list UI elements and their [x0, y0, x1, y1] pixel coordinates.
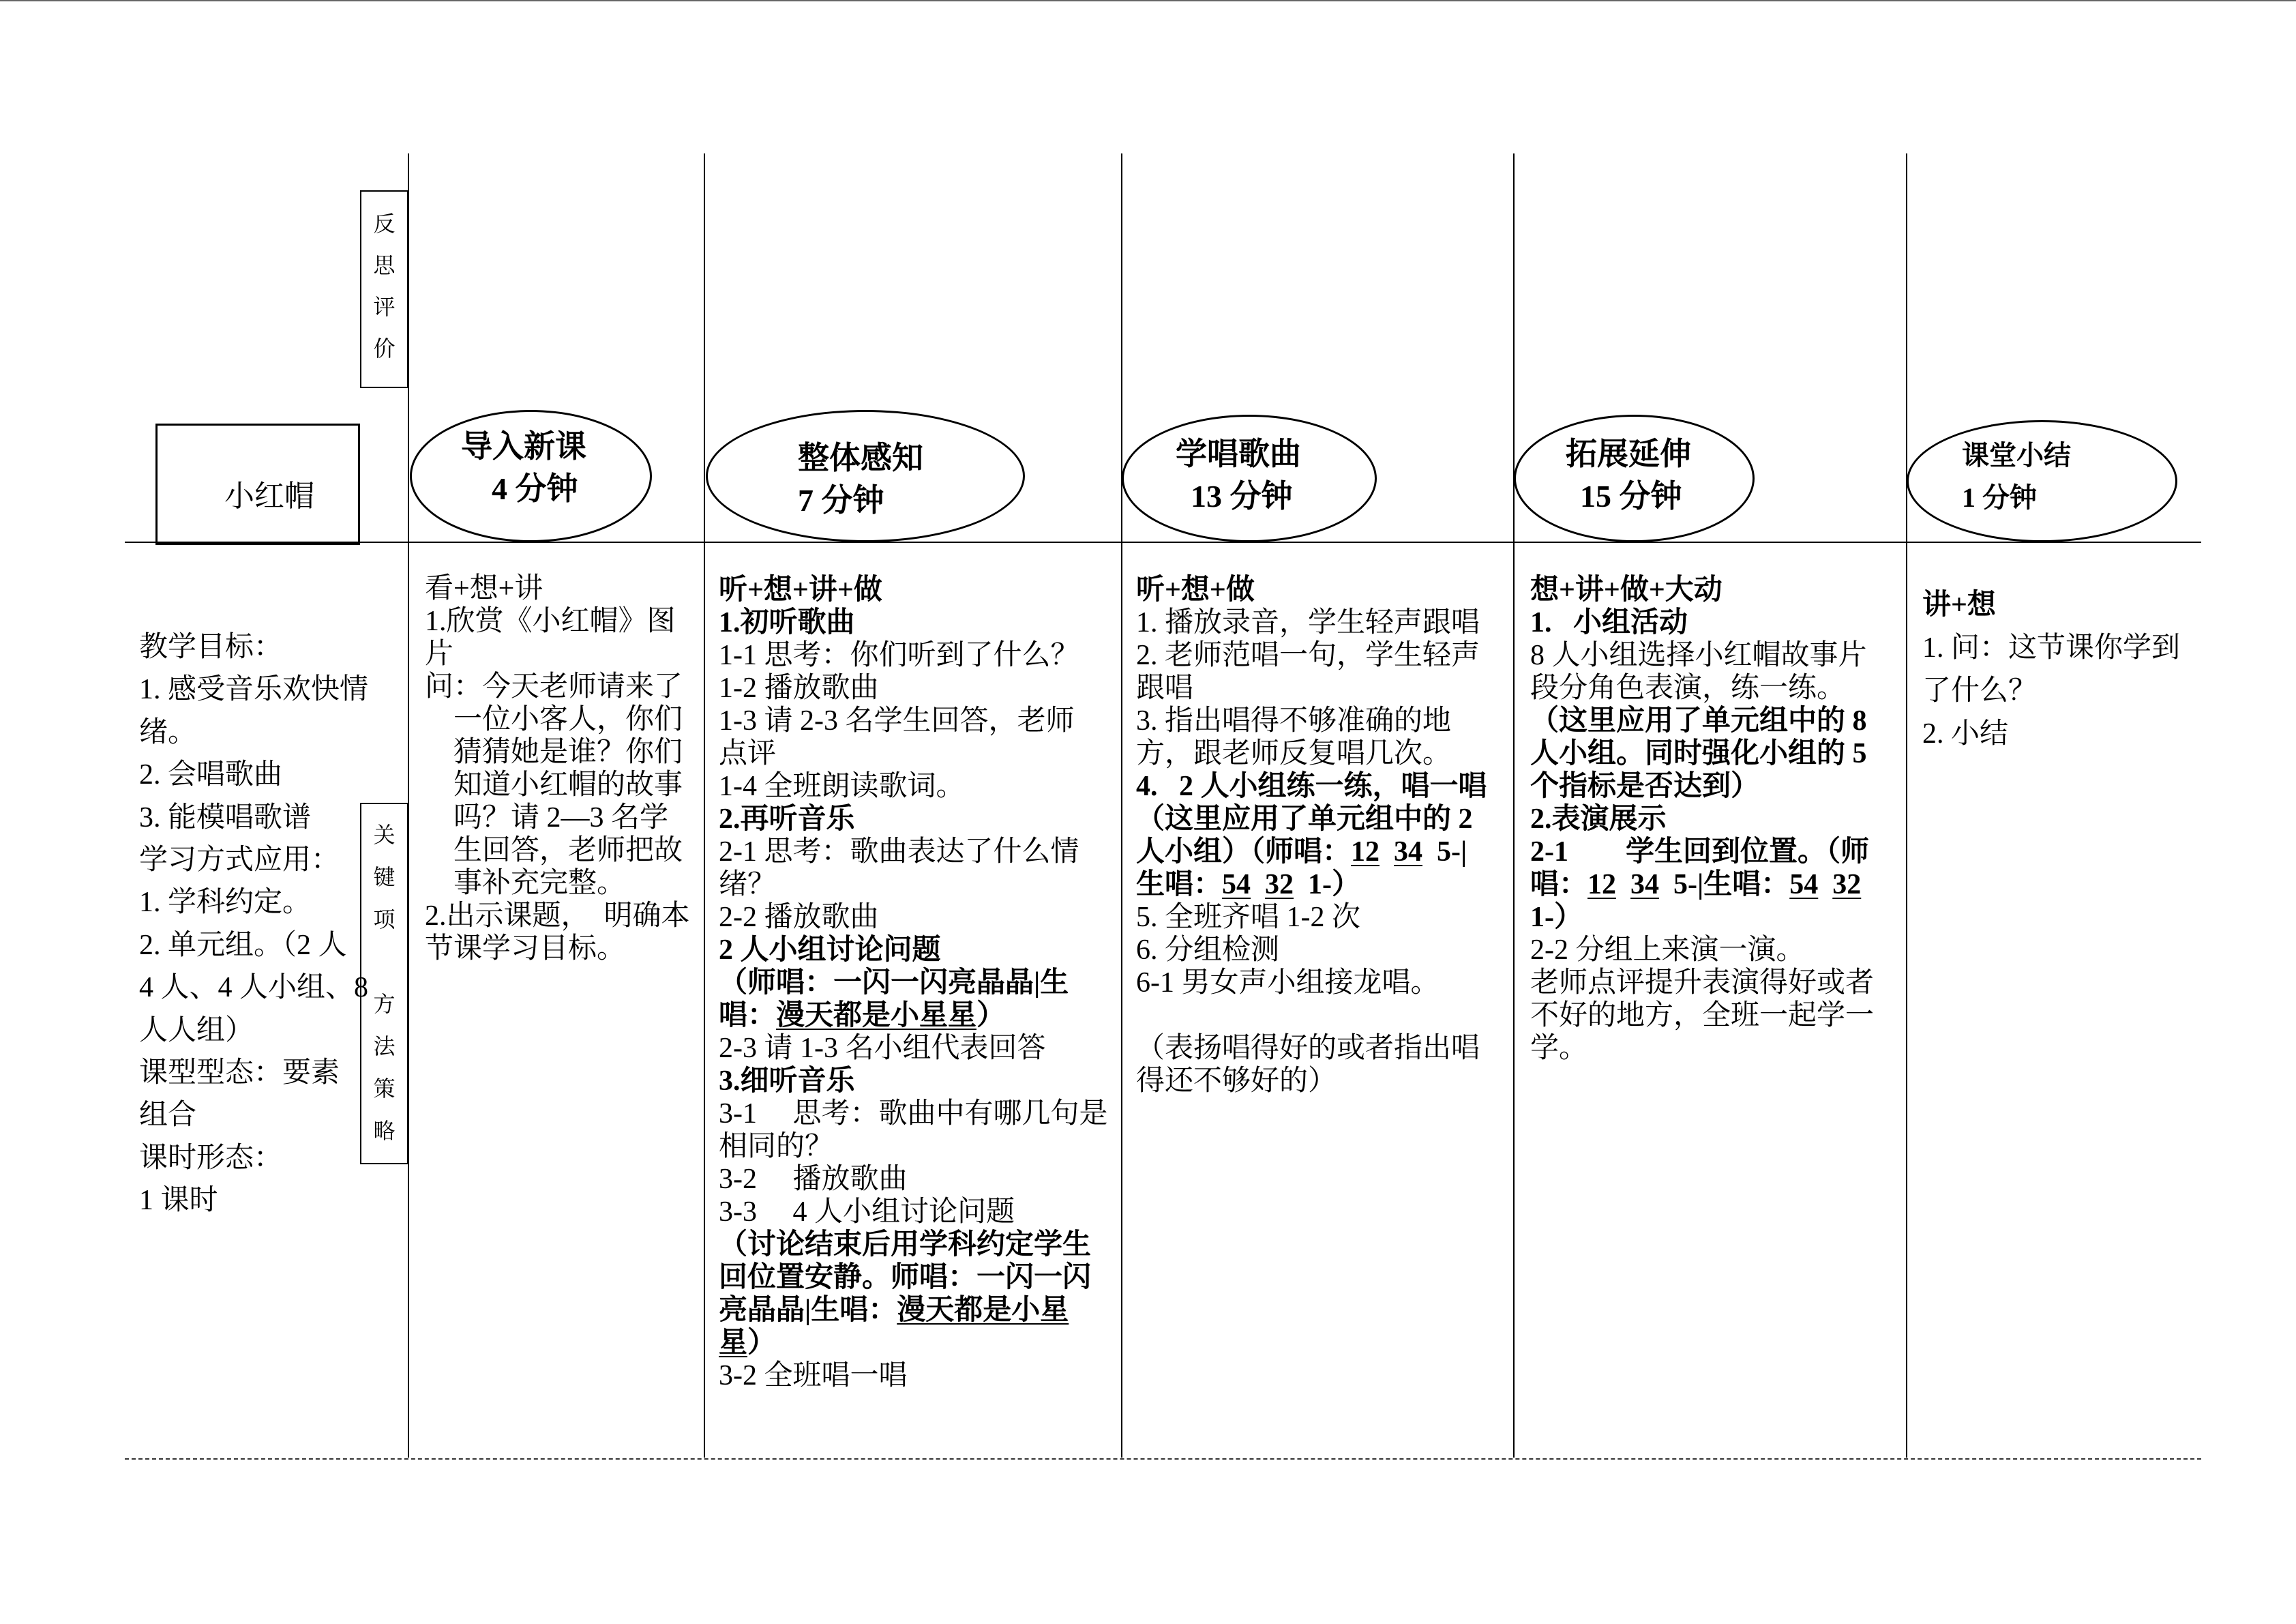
text-line: 猜猜她是谁？你们 [453, 737, 683, 768]
text-line: 知道小红帽的故事 [453, 769, 683, 801]
text-line: 一位小客人，你们 [453, 704, 683, 735]
text-line: 4 人、4 人小组、8 [139, 972, 369, 1004]
text-line: 3.细听音乐 [719, 1065, 855, 1097]
text-line: 绪。 [139, 716, 197, 748]
text-line: 1. 小组活动 [1530, 607, 1688, 638]
text-line: （师唱：一闪一闪亮晶晶|生 [719, 967, 1069, 999]
text-line [1136, 868, 1487, 901]
underlined-notes: 34 [1630, 869, 1660, 900]
text-line: 节课学习目标。 [425, 933, 626, 964]
underlined-notes: 54 [1222, 869, 1251, 900]
underlined-notes: 32 [1265, 869, 1294, 900]
teaching-objectives [139, 626, 368, 1222]
phase-name: 拓展延伸 [1566, 437, 1691, 471]
text-line: 教学目标： [139, 632, 283, 663]
text-line: 1-1 思考：你们听到了什么？ [719, 640, 1079, 671]
text-line: 2-2 播放歌曲 [719, 902, 879, 933]
text-line: 想+讲+做+大动 [1530, 574, 1723, 606]
phase-intro-ellipse [410, 410, 652, 542]
text-line: 3. 指出唱得不够准确的地 [1136, 705, 1452, 737]
phase-duration: 4 分钟 [492, 471, 578, 506]
summary-content [1922, 584, 2180, 756]
text-line: 看+想+讲 [425, 573, 543, 604]
text-line: （讨论结束后用学科约定学生 [719, 1229, 1092, 1260]
phase-duration: 7 分钟 [798, 483, 884, 518]
text-line: 2. 老师范唱一句，学生轻声 [1136, 640, 1480, 671]
header-divider [125, 542, 2201, 543]
column-divider [1513, 153, 1515, 1458]
text-line: 讲+想 [1922, 589, 1996, 621]
text-line: 1. 感受音乐欢快情 [139, 674, 369, 706]
text-line: 得还不够好的） [1136, 1065, 1337, 1097]
column-divider [1121, 153, 1122, 1458]
text-line: 2.再听音乐 [719, 803, 855, 835]
text-line: 4. 2 人小组练一练，唱一唱 [1136, 771, 1487, 802]
text-line: 了什么？ [1922, 675, 2038, 707]
text-line: 1.初听歌曲 [719, 607, 855, 638]
phase-name: 学唱歌曲 [1176, 437, 1301, 471]
text-line: 2. 单元组。（2 人 [139, 929, 347, 961]
text-line: 段分角色表演，练一练。 [1530, 673, 1846, 704]
text-line: 5. 全班齐唱 1-2 次 [1136, 902, 1360, 933]
text-segment: ） [747, 1327, 777, 1359]
text-line: 3-2 播放歌曲 [719, 1164, 908, 1195]
text-line: 1-3 请 2-3 名学生回答，老师 [719, 705, 1075, 737]
text-line: 人小组。同时强化小组的 5 [1530, 738, 1867, 769]
text-line [719, 999, 1108, 1032]
phase-name: 导入新课 [461, 429, 586, 464]
text-line: 课型型态：要素 [139, 1057, 340, 1089]
text-line: 1-4 全班朗读歌词。 [719, 771, 965, 802]
text-line: （这里应用了单元组中的 8 [1530, 705, 1867, 737]
underlined-lyric: 漫天都是小星星 [776, 1000, 977, 1031]
text-line: 1.欣赏《小红帽》图 [425, 606, 676, 637]
reflection-label-box [360, 190, 408, 388]
text-segment: 唱： [719, 1000, 777, 1031]
text-line: 2-2 分组上来演一演。 [1530, 934, 1805, 966]
perceive-content [719, 574, 1108, 1392]
column-divider [1906, 153, 1907, 1458]
phase-extend-ellipse [1514, 415, 1755, 542]
text-line: 8 人小组选择小红帽故事片 [1530, 640, 1867, 671]
phase-duration: 13 分钟 [1191, 479, 1293, 514]
methods-label: 方法策略 [373, 992, 396, 1143]
text-line: 6. 分组检测 [1136, 934, 1280, 966]
text-line: 不好的地方，全班一起学一 [1530, 1000, 1875, 1031]
phase-learn-song-ellipse [1122, 415, 1377, 542]
underlined-notes: 12 [1587, 869, 1617, 900]
text-segment: 5-|生唱： [1673, 869, 1790, 900]
text-line: 1-2 播放歌曲 [719, 673, 879, 704]
text-segment: 5-| [1437, 836, 1467, 868]
text-line: 课时形态： [139, 1142, 283, 1174]
column-divider [704, 153, 705, 1458]
text-line: 回位置安静。师唱：一闪一闪 [719, 1262, 1092, 1293]
text-line: 2-3 请 1-3 名小组代表回答 [719, 1033, 1046, 1064]
reflection-label: 反思评价 [373, 211, 396, 361]
phase-name: 整体感知 [798, 441, 923, 475]
text-line: 听+想+做 [1136, 574, 1255, 606]
text-line: 听+想+讲+做 [719, 574, 882, 606]
text-line [719, 1294, 1108, 1327]
intro-content [425, 572, 690, 965]
text-line: 方，跟老师反复唱几次。 [1136, 738, 1452, 769]
text-segment: 人小组）（师唱： [1136, 836, 1352, 868]
text-line: 相同的？ [719, 1131, 834, 1162]
phase-perceive-ellipse [706, 410, 1025, 542]
key-items-label: 关键项 [373, 823, 396, 932]
text-segment: 唱： [1530, 869, 1588, 900]
top-border-line [0, 0, 2296, 1]
underlined-notes: 32 [1832, 869, 1862, 900]
text-line [1530, 868, 1874, 901]
text-line: 3-2 全班唱一唱 [719, 1360, 908, 1391]
lesson-title-box [155, 424, 360, 545]
text-line: 学习方式应用： [139, 844, 340, 876]
text-segment: 1-） [1308, 869, 1361, 900]
text-line: 人人组） [139, 1014, 254, 1046]
text-line: 点评 [719, 738, 777, 769]
text-line: 吗？请 2—3 名学 [453, 802, 669, 833]
text-line: 跟唱 [1136, 673, 1194, 704]
text-line [719, 1327, 1108, 1359]
text-line: 2.表演展示 [1530, 803, 1667, 835]
underlined-lyric: 星 [719, 1327, 748, 1359]
text-segment: 生唱： [1136, 869, 1223, 900]
text-line: 学。 [1530, 1033, 1588, 1064]
text-line [1136, 836, 1487, 868]
text-line: （表扬唱得好的或者指出唱 [1136, 1033, 1480, 1064]
text-segment: 亮晶晶|生唱： [719, 1295, 897, 1326]
text-line: 6-1 男女声小组接龙唱。 [1136, 967, 1440, 999]
text-line: 3. 能模唱歌谱 [139, 801, 312, 833]
text-line: 绪？ [719, 869, 777, 900]
text-line: 2.出示课题， 明确本 [425, 900, 690, 932]
text-line: 1. 问：这节课你学到 [1922, 632, 2181, 664]
text-line: 2 人小组讨论问题 [719, 934, 941, 966]
text-line: 老师点评提升表演得好或者 [1530, 967, 1875, 999]
underlined-notes: 54 [1789, 869, 1819, 900]
text-line: 组合 [139, 1099, 197, 1132]
text-line: 2-1 思考：歌曲表达了什么情 [719, 836, 1079, 868]
text-line: 2-1 学生回到位置。（师 [1530, 836, 1869, 868]
bottom-dashed-divider [125, 1458, 2201, 1460]
text-line: （这里应用了单元组中的 2 [1136, 803, 1473, 835]
underlined-notes: 34 [1394, 836, 1423, 868]
text-line: 1-） [1530, 902, 1583, 933]
learn-song-content [1136, 574, 1487, 1097]
text-line: 3-3 4 人小组讨论问题 [719, 1196, 1015, 1228]
text-segment: ） [976, 1000, 1006, 1031]
phase-summary-ellipse [1907, 420, 2177, 542]
text-line: 生回答，老师把故 [453, 835, 683, 866]
text-line: 1. 播放录音，学生轻声跟唱 [1136, 607, 1480, 638]
text-line: 片 [425, 638, 454, 670]
text-line: 问：今天老师请来了 [425, 671, 683, 703]
text-line: 1. 学科约定。 [139, 887, 312, 919]
underlined-lyric: 漫天都是小星 [897, 1295, 1069, 1326]
text-line: 3-1 思考：歌曲中有哪几句是 [719, 1098, 1108, 1130]
phase-name: 课堂小结 [1962, 440, 2071, 471]
phase-duration: 15 分钟 [1580, 479, 1682, 514]
text-line: 个指标是否达到） [1530, 771, 1760, 802]
phase-duration: 1 分钟 [1962, 482, 2037, 513]
text-line: 2. 会唱歌曲 [139, 759, 283, 791]
text-line: 1 课时 [139, 1185, 218, 1217]
lesson-title: 小红帽 [224, 479, 314, 513]
text-line: 2. 小结 [1922, 718, 2009, 750]
underlined-notes: 12 [1351, 836, 1380, 868]
extend-content [1530, 574, 1874, 1065]
text-line: 事补充完整。 [453, 868, 626, 899]
